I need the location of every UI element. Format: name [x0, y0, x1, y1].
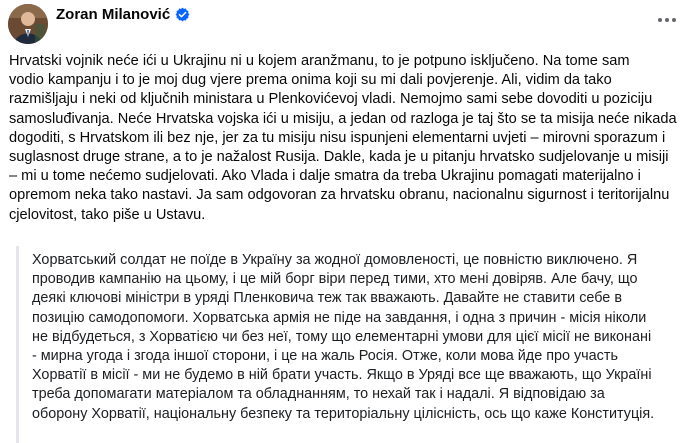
translation-block [16, 246, 693, 443]
more-options-icon[interactable] [655, 10, 679, 30]
translation-text: Хорватський солдат не поїде в Україну за жодної домовленості, це повністю виключено. Я проводив кампанію на цьому, і це мій борг віри перед тими, хто мені довіряв. Але бачу, що деякі ключові міністри в уряді Пленковича теж так вважають. Давайте не ставити себе в позицію самодопомоги. Хорватська армія не піде на завдання, і одна з причин - місія ніколи не відбудеться, з Хорватією чи без неї, тому що елементарні умови для цієї місії не виконані - мирна угода і згода іншої сторони, і це на жаль Росія. Отже, коли мова йде про участь Хорватії в місії - ми не будемо в ній брати участь. Якщо в Уряді все ще вважають, що Україні треба допомагати матеріалом та обладнанням, то нехай так і надалі. Я відповідаю за оборону Хорватії, національну безпеку та територіальну цілісність, ось що каже Конституція. [32, 252, 655, 422]
author-name[interactable] [56, 6, 190, 23]
author-name-text[interactable]: Zoran Milanović [56, 6, 171, 23]
profile-avatar[interactable] [8, 4, 48, 44]
post-header [0, 0, 693, 46]
post-body-text: Hrvatski vojnik neće ići u Ukrajinu ni u kojem aranžmanu, to je potpuno isključeno. Na tome sam vodio kampanju i to je moj dug vjere prema onima koji su mi dali povjerenje. Ali, vidim da tako razmišljaju i neki od ključnih ministara u Plenkovićevoj vladi. Nemojmo sami sebe dovoditi u poziciju samosluđivanja. Neće Hrvatska vojska ići u misiju, a jedan od razloga je taj što se ta misija neće nikada dogoditi, s Hrvatskom ili bez nje, jer za tu misiju nisu ispunjeni elementarni uvjeti – mirovni sporazum i suglasnost druge strane, a to je nažalost Rusija. Dakle, kada je u pitanju hrvatsko sudjelovanje u misiji – mi u tome nećemo sudjelovati. Ako Vlada i dalje smatra da treba Ukrajinu pomagati materijalno i opremom neka tako nastavi. Ja sam odgovoran za hrvatsku obranu, nacionalnu sigurnost i teritorijalnu cjelovitost, tako piše u Ustavu. [9, 53, 677, 223]
verified-badge-icon [175, 7, 190, 22]
